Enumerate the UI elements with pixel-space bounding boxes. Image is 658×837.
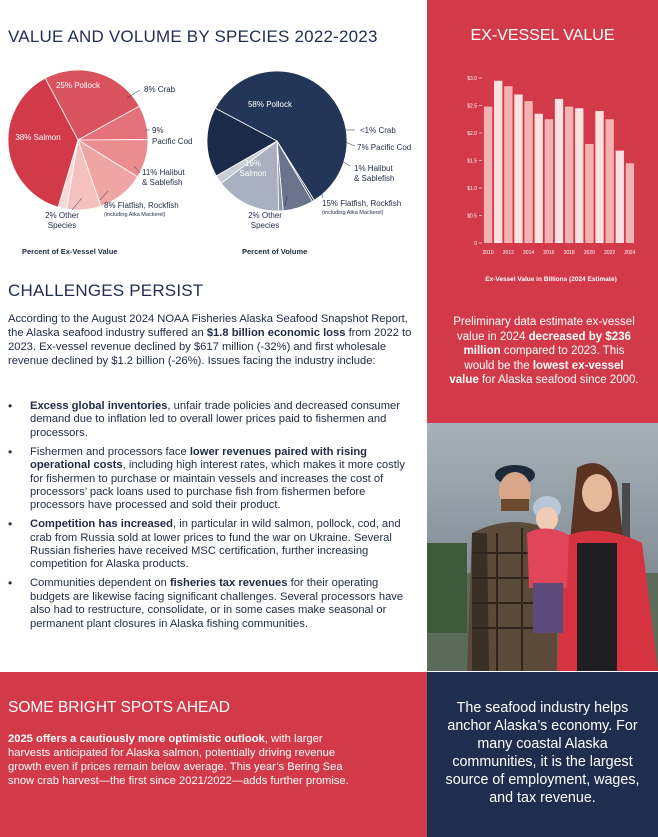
bar-2012 xyxy=(504,86,512,243)
bar-2020 xyxy=(585,144,593,243)
y-tick-label-5: $2.5 xyxy=(467,103,477,110)
bar-chart-x-ticks xyxy=(483,250,636,256)
pv-label-cod-pct: 9% xyxy=(152,126,164,135)
challenges-intro xyxy=(8,312,420,368)
pv-label-halibut-1: 11% Halibut xyxy=(142,168,185,177)
pie-volume-slices xyxy=(207,71,347,211)
bar-2018 xyxy=(565,107,573,243)
pv-label-halibut-2: & Sablefish xyxy=(142,178,183,187)
bar-2014 xyxy=(524,101,532,243)
x-tick-label-2012: 2012 xyxy=(502,250,514,256)
pvol-label-halibut-2: & Sablefish xyxy=(354,174,395,183)
bar-2024 xyxy=(626,163,634,243)
bar-chart-caption: Ex-Vessel Value in Billions (2024 Estimate) xyxy=(485,276,617,283)
intro-bold: $1.8 billion economic loss xyxy=(206,327,346,339)
bar-2011 xyxy=(494,81,502,243)
pv-label-salmon: 38% Salmon xyxy=(15,133,61,142)
list-item: • Competition has increased, in particular in wild salmon, pollock, cod, and crab from Russia sold at lower prices to fund the war on Ukraine. Several Russian fisheries have received MSC certification, further increasing competition for Alaska products. xyxy=(8,518,420,572)
bright-spots-title: SOME BRIGHT SPOTS AHEAD xyxy=(8,699,230,716)
ev-text-bold-2: lowest ex-vessel value xyxy=(449,359,624,386)
intro-text-2: from 2022 to 2023. Ex-vessel revenue declined by $617 million (-32%) and first wholesale revenue declined by $1.2 billion (-26%). Issues facing the industry include: xyxy=(8,327,412,367)
pvol-label-halibut-1: 1% Halibut xyxy=(354,164,393,173)
ex-vessel-bar-chart xyxy=(427,60,658,290)
bar-2013 xyxy=(514,95,522,244)
y-tick-label-3: $1.5 xyxy=(467,158,477,165)
list-item: • Excess global inventories, unfair trade policies and decreased consumer demand due to inflation led to overall lower prices paid to fishermen and processors. xyxy=(8,400,420,440)
x-tick-label-2016: 2016 xyxy=(543,250,555,256)
bar-chart-y-ticks xyxy=(467,76,477,247)
list-item: • Communities dependent on fisheries tax revenues for their operating budgets are likewise facing significant challenges. Several processors have also had to restructure, consolidate, or in some cases make seasonal or permanent plant closures in Alaska fishing communities. xyxy=(8,577,420,631)
y-tick-label-4: $2.0 xyxy=(467,130,477,137)
pvol-label-cod: 7% Pacific Cod xyxy=(357,143,412,152)
pvol-caption: Percent of Volume xyxy=(242,247,308,256)
y-tick-label-0: 0 xyxy=(474,240,477,247)
pie-chart-volume xyxy=(205,58,425,258)
bar-2021 xyxy=(595,111,603,243)
bar-chart-bars xyxy=(484,81,634,243)
pv-label-other-2: Species xyxy=(47,221,77,230)
challenges-list xyxy=(8,400,420,637)
pv-label-pollock: 25% Pollock xyxy=(55,81,101,90)
ev-text-3: compared to 2023. This would be the xyxy=(464,345,625,372)
x-tick-label-2018: 2018 xyxy=(563,250,575,256)
ev-text-5: for Alaska seafood since 2000. xyxy=(478,374,639,386)
challenges-title: CHALLENGES PERSIST xyxy=(8,281,204,300)
ex-vessel-title: EX-VESSEL VALUE xyxy=(470,27,615,44)
value-volume-title: VALUE AND VOLUME BY SPECIES 2022-2023 xyxy=(8,27,378,46)
bar-2010 xyxy=(484,107,492,243)
x-tick-label-2022: 2022 xyxy=(604,250,616,256)
bright-spots-text xyxy=(8,732,353,788)
x-tick-label-2020: 2020 xyxy=(583,250,595,256)
pvol-label-flat-1: 15% Flatfish, Rockfish xyxy=(322,199,402,208)
bar-2016 xyxy=(545,119,553,243)
ev-text-1: Preliminary data estimate ex-vessel value in 2024 xyxy=(453,316,635,343)
bar-chart-grid xyxy=(479,78,482,243)
x-tick-label-2010: 2010 xyxy=(482,250,494,256)
pvol-label-other-1: 2% Other xyxy=(248,211,282,220)
bright-bold: 2025 offers a cautiously more optimistic outlook xyxy=(8,733,265,745)
y-tick-label-2: $1.0 xyxy=(467,185,477,192)
x-tick-label-2024: 2024 xyxy=(624,250,636,256)
anchor-text: The seafood industry helps anchor Alaska’s economy. For many coastal Alaska communities, it is the largest source of employment, wages, and tax revenue. xyxy=(445,700,640,806)
pv-label-cod-name: Pacific Cod xyxy=(152,137,193,146)
x-tick-label-2014: 2014 xyxy=(523,250,535,256)
bar-2015 xyxy=(535,114,543,243)
anchor-panel xyxy=(427,672,658,837)
y-tick-label-1: $0.5 xyxy=(467,213,477,220)
y-tick-label-6: $3.0 xyxy=(467,75,477,82)
pvol-label-other-2: Species xyxy=(250,221,280,230)
pv-caption: Percent of Ex-Vessel Value xyxy=(22,247,118,256)
intro-text-1: According to the August 2024 NOAA Fisheries Alaska Seafood Snapshot Report, the Alaska seafood industry suffered an xyxy=(8,313,408,339)
pv-label-other-1: 2% Other xyxy=(45,211,79,220)
pv-label-flat-2: (including Atka Mackerel) xyxy=(104,212,166,218)
bright-body: , with larger harvests anticipated for Alaska salmon, potentially driving revenue growth even if prices remain below average. This year’s Bering Sea snow crab harvest—the first since 2021/2022—adds further promise. xyxy=(8,733,349,787)
pvol-label-flat-2: (including Atka Mackerel) xyxy=(322,210,384,216)
bar-2017 xyxy=(555,99,563,243)
pv-label-flat-1: 8% Flatfish, Rockfish xyxy=(104,201,179,210)
list-item: • Fishermen and processors face lower revenues paired with rising operational costs, including high interest rates, which makes it more costly for fishermen to purchase or maintain vessels and increases the cost of processors’ pack loans used to purchase fish from fishermen before processors have processed and sold their product. xyxy=(8,446,420,513)
pvol-label-salmon-1: 16% xyxy=(244,159,262,168)
pie-chart-value xyxy=(0,58,210,258)
pv-label-crab: 8% Crab xyxy=(144,85,176,94)
bar-2022 xyxy=(606,119,614,243)
pvol-label-crab: <1% Crab xyxy=(360,126,396,135)
ex-vessel-text xyxy=(449,315,639,388)
pvol-label-salmon-2: Salmon xyxy=(239,169,267,178)
bar-2019 xyxy=(575,108,583,243)
bar-2023 xyxy=(616,151,624,243)
family-photo xyxy=(427,423,658,671)
family-photo-illustration xyxy=(427,423,658,671)
pvol-label-pollock: 58% Pollock xyxy=(247,100,293,109)
ev-text-bold-1: decreased by $236 million xyxy=(463,330,631,357)
bright-spots-panel xyxy=(0,672,427,837)
ex-vessel-panel xyxy=(427,0,658,423)
